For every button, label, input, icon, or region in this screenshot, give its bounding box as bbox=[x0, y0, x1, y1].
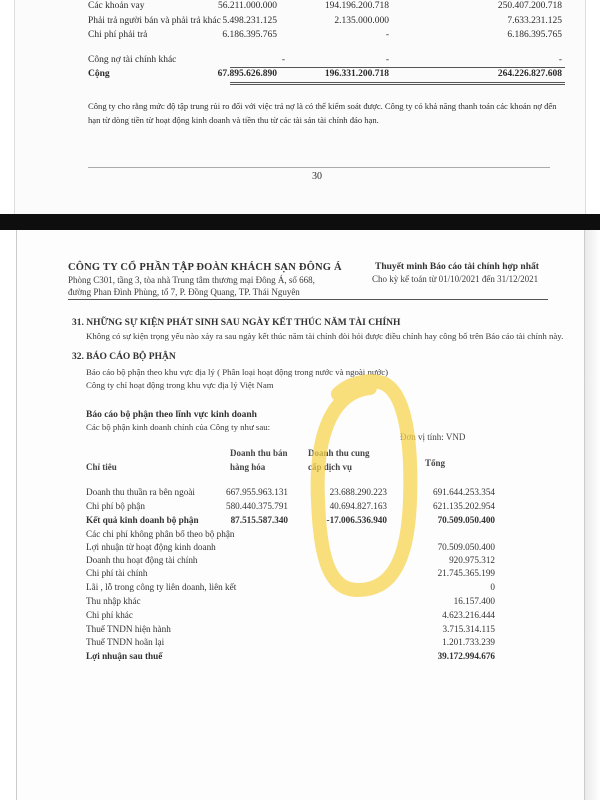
table-cell-c3: 1.201.733.239 bbox=[442, 637, 495, 647]
top-row-c2: - bbox=[385, 55, 389, 65]
table-row-label: Các chi phí không phân bổ theo bộ phận bbox=[86, 529, 235, 539]
table-row-label: Lãi , lỗ trong công ty liên doanh, liên kết bbox=[86, 582, 237, 592]
section-31-text: Không có sự kiện trọng yếu nào xảy ra sau ngày kết thúc năm tài chính đòi hỏi được điều chỉnh hay công bố trên Báo cáo tài chính này. bbox=[86, 331, 564, 341]
table-row-label: Chi phí bộ phận bbox=[86, 501, 145, 511]
top-row-c1: 6.186.395.765 bbox=[222, 30, 277, 40]
address-line1: Phòng C301, tầng 3, tòa nhà Trung tâm thương mại Đông Á, số 668, bbox=[68, 275, 315, 285]
top-row-label: Các khoản vay bbox=[88, 1, 145, 11]
table-cell-c3: 70.509.050.400 bbox=[437, 515, 495, 525]
table-row-label: Lợi nhuận sau thuế bbox=[86, 651, 163, 661]
top-row-label: Chi phí phải trả bbox=[88, 30, 148, 40]
table-cell-c3: 691.644.253.354 bbox=[432, 487, 495, 497]
table-row-label: Thuế TNDN hoãn lại bbox=[86, 637, 165, 647]
top-total-c2: 196.331.200.718 bbox=[324, 69, 389, 79]
table-row-label: Lợi nhuận từ hoạt động kinh doanh bbox=[86, 542, 216, 552]
table-cell-c3: 621.135.202.954 bbox=[432, 501, 495, 511]
table-cell-c3: 21.745.365.199 bbox=[437, 568, 495, 578]
col-header-label: Chỉ tiêu bbox=[86, 462, 117, 472]
top-row-c1: 5.498.231.125 bbox=[222, 16, 277, 26]
top-row-c2: 194.196.200.718 bbox=[324, 1, 389, 11]
top-row-c2: - bbox=[385, 30, 389, 40]
address-line2: đường Phan Đình Phùng, tổ 7, P. Đồng Quang, TP. Thái Nguyên bbox=[68, 287, 300, 297]
table-cell-c3: 70.509.050.400 bbox=[437, 542, 495, 552]
table-row-label: Doanh thu thuần ra bên ngoài bbox=[86, 487, 195, 497]
table-cell-c3: 16.157.400 bbox=[453, 596, 495, 606]
top-row-label: Công nợ tài chính khác bbox=[88, 55, 177, 65]
col-header-c1-line2: hàng hóa bbox=[230, 462, 266, 472]
table-cell-c1: 87.515.587.340 bbox=[230, 515, 288, 525]
report-title: Thuyết minh Báo cáo tài chính hợp nhất bbox=[375, 262, 539, 272]
top-total-c1: 67.895.626.890 bbox=[217, 69, 277, 79]
table-cell-c3: 3.715.314.115 bbox=[442, 624, 495, 634]
section-32-line1: Báo cáo bộ phận theo khu vực địa lý ( Phân loại hoạt động trong nước và ngoài nước) bbox=[86, 367, 389, 377]
total-top-rule bbox=[230, 67, 565, 68]
table-cell-c1: 667.955.963.131 bbox=[225, 487, 288, 497]
table-row-label: Thuế TNDN hiện hành bbox=[86, 624, 171, 634]
table-cell-c3: 4.623.216.444 bbox=[442, 610, 495, 620]
top-note-line2: hạn từ dòng tiền từ hoạt động kinh doanh và tiền thu từ các tài sản tài chính đáo hạn. bbox=[88, 115, 379, 125]
top-row-c3: - bbox=[558, 55, 562, 65]
table-cell-c2: 40.694.827.163 bbox=[329, 501, 387, 511]
section-32-title: 32. BÁO CÁO BỘ PHẬN bbox=[72, 352, 176, 362]
table-cell-c2: 23.688.290.223 bbox=[329, 487, 387, 497]
report-period: Cho kỳ kế toán từ 01/10/2021 đến 31/12/2021 bbox=[372, 274, 539, 284]
table-cell-c3: 39.172.994.676 bbox=[437, 651, 495, 661]
page-number: 30 bbox=[312, 171, 322, 182]
top-total-label: Cộng bbox=[88, 69, 110, 79]
total-double-rule bbox=[230, 84, 565, 85]
top-row-c2: 2.135.000.000 bbox=[334, 16, 389, 26]
segment-intro: Các bộ phận kinh doanh chính của Công ty như sau: bbox=[86, 422, 271, 432]
unit-label: Đơn vị tính: VND bbox=[400, 432, 466, 442]
page-shadow bbox=[585, 230, 600, 800]
scan-gap bbox=[0, 214, 600, 230]
table-cell-c1: 580.440.375.791 bbox=[225, 501, 288, 511]
segment-title: Báo cáo bộ phận theo lĩnh vực kinh doanh bbox=[86, 410, 257, 420]
footer-rule bbox=[88, 167, 550, 168]
col-header-c2-line1: Doanh thu cung bbox=[308, 448, 370, 458]
top-row-c1: 56.211.000.000 bbox=[217, 1, 277, 11]
table-row-label: Chi phí khác bbox=[86, 610, 133, 620]
top-total-c3: 264.226.827.608 bbox=[497, 69, 562, 79]
total-bottom-rule bbox=[230, 82, 565, 83]
top-note-line1: Công ty cho rằng mức độ tập trung rủi ro đối với việc trả nợ là có thể kiểm soát được. Công ty có khả năng thanh toán các khoản nợ đến bbox=[88, 101, 557, 111]
header-rule bbox=[68, 299, 548, 300]
col-header-c2-line2: cấp dịch vụ bbox=[308, 462, 353, 472]
col-header-total: Tổng bbox=[425, 458, 446, 468]
top-row-c3: 250.407.200.718 bbox=[497, 1, 562, 11]
table-cell-c3: 0 bbox=[490, 582, 495, 592]
table-row-label: Kết quả kinh doanh bộ phận bbox=[86, 515, 199, 525]
top-row-c3: 7.633.231.125 bbox=[507, 16, 562, 26]
top-row-label: Phải trả người bán và phải trả khác bbox=[88, 16, 221, 26]
col-header-c1-line1: Doanh thu bán bbox=[230, 448, 288, 458]
company-name: CÔNG TY CỔ PHẦN TẬP ĐOÀN KHÁCH SẠN ĐÔNG Á bbox=[68, 262, 342, 273]
section-31-title: 31. NHỮNG SỰ KIỆN PHÁT SINH SAU NGÀY KẾT THÚC NĂM TÀI CHÍNH bbox=[72, 318, 401, 328]
table-row-label: Thu nhập khác bbox=[86, 596, 141, 606]
top-row-c3: 6.186.395.765 bbox=[507, 30, 562, 40]
top-row-c1: - bbox=[281, 55, 285, 65]
table-row-label: Doanh thu hoạt động tài chính bbox=[86, 555, 198, 565]
table-row-label: Chi phí tài chính bbox=[86, 568, 148, 578]
table-cell-c3: 920.975.312 bbox=[449, 555, 495, 565]
table-cell-c2: -17.006.536.940 bbox=[326, 515, 387, 525]
section-32-line2: Công ty chỉ hoạt động trong khu vực địa lý Việt Nam bbox=[86, 380, 274, 390]
